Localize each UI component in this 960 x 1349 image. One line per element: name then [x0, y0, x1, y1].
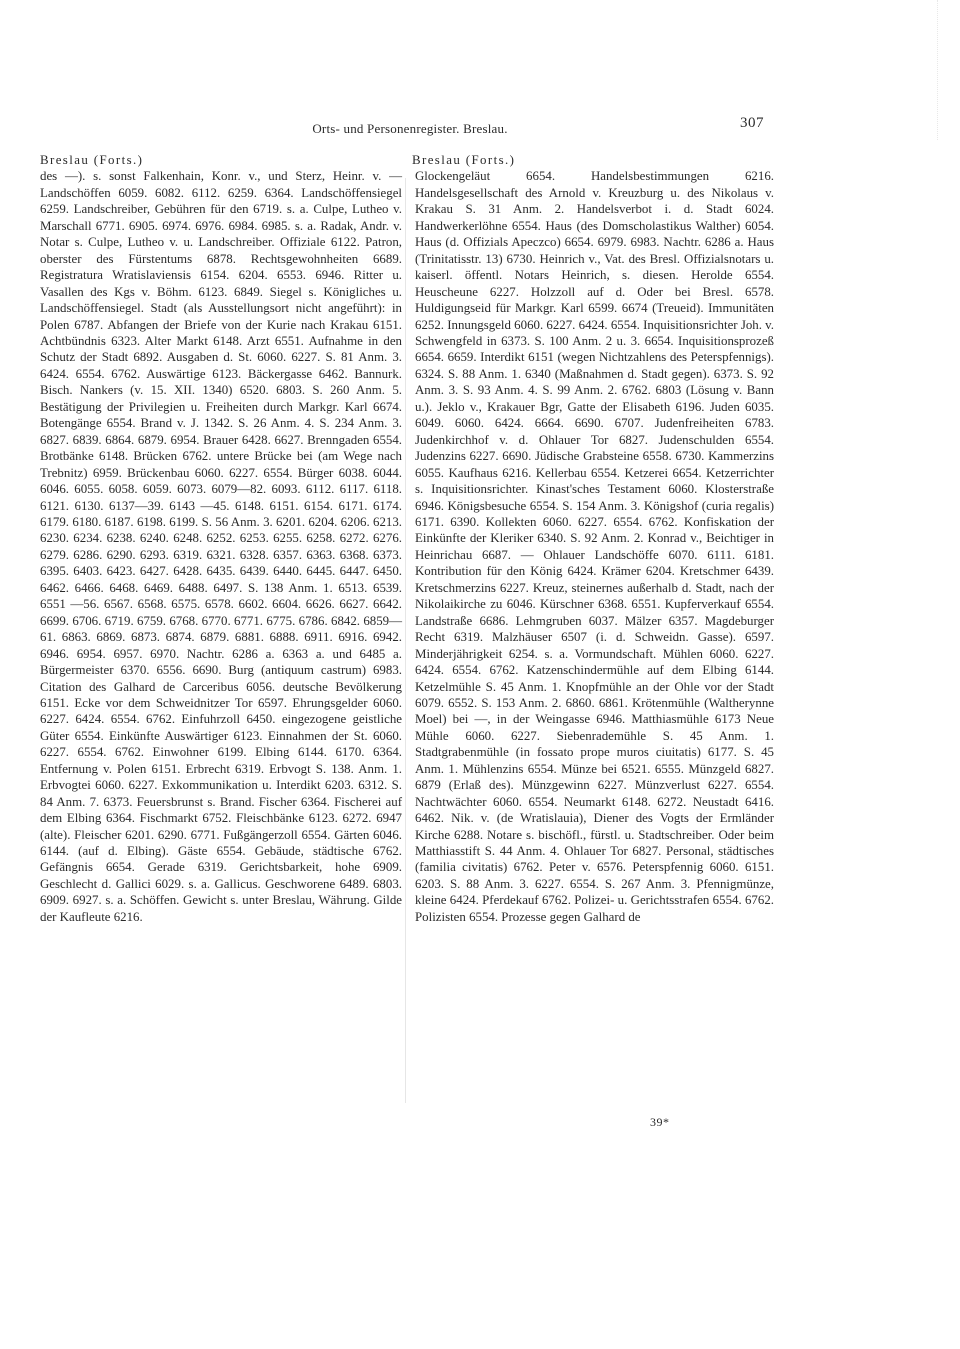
right-column-heading: Breslau (Forts.): [412, 153, 516, 167]
left-column-entries: des —). s. sonst Falkenhain, Konr. v., und Sterz, Heinr. v. — Landschöffen 6059. 6082. 6112. 6259. 6364. Landschöffensiegel 6259. Landschreiber, Gebühren für den 6719. s. a. Culpe, Lutheo v. Marschall 6771. 6905. 6974. 6976. 6984. 6985. s. a. Radak, Andr. v. Notar s. Culpe, Lutheo v. u. Landschreiber. Offiziale 6122. Patron, oberster des Fürstentums 6878. Rechtsgewohnheiten 6689. Registratura Wratislaviensis 6154. 6204. 6553. 6946. Ritter u. Vasallen des Kgs v. Böhm. 6123. 6849. Siegel s. Königliches u. Landschöffensiegel. Stadt (als Ausstellungsort nicht angeführt): in Polen 6787. Abfangen der Briefe von der Kurie nach Krakau 6151. Achtbündnis 6323. Alter Markt 6148. Arzt 6551. Aufnahme in den Schutz der Stadt 6892. Ausgaben d. St. 6060. 6227. S. 81 Anm. 3. 6424. 6554. 6762. Auswärtige 6123. Bäckergasse 6462. Bannurk. Bisch. Nankers (v. 15. XII. 1340) 6520. 6803. S. 260 Anm. 5. Bestätigung der Privilegien u. Freiheiten durch Markgr. Karl 6674. Botengänge 6554. Brand v. J. 1342. S. 26 Anm. 4. S. 234 Anm. 3. 6827. 6839. 6864. 6879. 6954. Brauer 6428. 6627. Brenngaden 6554. Brotbänke 6148. Brücken 6762. untere Brücke bei (am Wege nach Trebnitz) 6959. Brückenbau 6060. 6227. 6554. Bürger 6038. 6044. 6046. 6055. 6058. 6059. 6073. 6079—82. 6093. 6112. 6117. 6118. 6121. 6130. 6137—39. 6143 —45. 6148. 6151. 6154. 6171. 6174. 6179. 6180. 6187. 6198. 6199. S. 56 Anm. 3. 6201. 6204. 6206. 6213. 6230. 6234. 6238. 6240. 6248. 6252. 6253. 6255. 6258. 6272. 6276. 6279. 6286. 6290. 6293. 6319. 6321. 6328. 6357. 6363. 6368. 6373. 6395. 6403. 6423. 6427. 6428. 6435. 6439. 6440. 6445. 6447. 6450. 6462. 6466. 6468. 6469. 6488. 6497. S. 138 Anm. 1. 6513. 6539. 6551 —56. 6567. 6568. 6575. 6578. 6602. 6604. 6626. 6627. 6642. 6699. 6706. 6719. 6759. 6768. 6770. 6771. 6775. 6786. 6842. 6859—61. 6863. 6869. 6873. 6874. 6879. 6881. 6888. 6911. 6916. 6942. 6946. 6954. 6957. 6970. Nachtr. 6286 a. 6363 a. und 6485 a. Bürgermeister 6370. 6556. 6690. Burg (antiquum castrum) 6983. Citation des Galhard de Carceribus 6056. deutsche Bevölkerung 6151. Ecke vor dem Schweidnitzer Tor 6597. Ehrungsgelder 6060. 6227. 6424. 6554. 6762. Einfuhrzoll 6450. eingezogene geistliche Güter 6554. Einkünfte Auswärtiger 6123. Einnahmen der St. 6060. 6227. 6554. 6762. Einwohner 6199. Elbing 6144. 6170. 6364. Entfernung v. Polen 6151. Erbrecht 6319. Erbvogt S. 138. Anm. 1. Erbvogtei 6060. 6227. Exkommunikation u. Interdikt 6203. 6312. S. 84 Anm. 7. 6373. Feuersbrunst s. Brand. Fischer 6364. Fischerei auf dem Elbing 6364. Fischmarkt 6752. Fleischbänke 6123. 6272. 6947 (alte). Fleischer 6201. 6290. 6771. Fußgängerzoll 6554. Gärten 6046. 6144. (auf d. Elbing). Gäste 6554. Gebäude, städtische 6762. Gefängnis 6654. Gerade 6319. Gerichtsbarkeit, hohe 6909. Geschlecht d. Gallici 6029. s. a. Gallicus. Geschworene 6489. 6803. 6909. 6927. s. a. Schöffen. Gewicht s. unter Breslau, Währung. Gilde der Kaufleute 6216.: [40, 169, 402, 924]
left-column-heading: Breslau (Forts.): [40, 153, 144, 167]
signature-mark: 39*: [650, 1115, 670, 1129]
right-column: [412, 152, 774, 925]
running-head: Orts- und Personenregister. Breslau.: [312, 121, 508, 136]
page-number: 307: [740, 115, 764, 131]
left-column: [40, 152, 402, 925]
scan-edge-mark: [937, 0, 958, 140]
column-divider: [405, 178, 406, 1103]
right-column-entries: Glockengeläut 6654. Handelsbestimmungen 6216. Handelsgesellschaft des Arnold v. Kreuzburg u. des Nikolaus v. Krakau S. 31 Anm. 2. Handelsverbot i. d. Stadt 6024. Handwerkerlöhne 6554. Haus (des Domscholastikus Walther) 6054. Haus (d. Offizials Apeczco) 6654. 6979. 6983. Nachtr. 6286 a. Haus (Trinitatisstr. 13) 6730. Heinrich v., Vat. des Bresl. Offizialsnotars u. kaiserl. öffentl. Notars Heinrich, s. diesen. Herolde 6554. Heuscheune 6227. Holzzoll auf d. Oder bei Bresl. 6578. Huldigungseid für Markgr. Karl 6599. 6674 (Treueid). Immunitäten 6252. Innungsgeld 6060. 6227. 6424. 6554. Inquisitionsrichter Joh. v. Schwengfeld in 6373. S. 100 Anm. 2 u. 3. 6654. Inquisitionsprozeß 6654. 6659. Interdikt 6151 (wegen Nichtzahlens des Peterspfennigs). 6324. S. 88 Anm. 1. 6340 (Maßnahmen d. Stadt gegen). 6373. S. 92 Anm. 3. S. 93 Anm. 4. S. 99 Anm. 2. 6762. 6803 (Lösung v. Bann u.). Jeklo v., Krakauer Bgr, Gatte der Elisabeth 6196. Juden 6035. 6049. 6060. 6424. 6664. 6690. 6707. Judenfreiheiten 6783. Judenkirchhof v. d. Ohlauer Tor 6827. Judenschulden 6554. Judenzins 6227. 6690. Jüdische Grabsteine 6558. 6730. Kammerzins 6055. Kaufhaus 6216. Kellerbau 6554. Ketzerei 6654. Ketzerrichter s. Inquisitionsrichter. Kinast'sches Testament 6060. Klosterstraße 6946. Königsbesuche 6554. S. 154 Anm. 3. Königshof (curia regalis) 6171. 6390. Kollekten 6060. 6227. 6554. 6762. Konfiskation der Einkünfte der Kleriker 6340. S. 92 Anm. 2. Konrad v., Beichtiger in Heinrichau 6687. — Ohlauer Landschöffe 6070. 6111. 6181. Kontribution für den König 6424. Krämer 6204. Kretschmer 6439. Kretschmerzins 6227. Kreuz, steinernes außerhalb d. Stadt, nach der Nikolaikirche zu 6046. Kürschner 6368. 6551. Kupferverkauf 6554. Landstraße 6686. Lehmgruben 6037. Mälzer 6357. Magdeburger Recht 6319. Malzhäuser 6507 (i. d. Schweidn. Gasse). 6597. Minderjährigkeit 6254. s. a. Vormundschaft. Mühlen 6060. 6227. 6424. 6554. 6762. Katzenschindermühle auf dem Elbing 6144. Ketzelmühle S. 45 Anm. 1. Knopfmühle an der Ohle vor der Stadt 6079. 6552. S. 153 Anm. 2. 6860. 6861. Krötenmühle (Waltherynne Moel) bei —, in der Weingasse 6946. Matthiasmühle 6173 Neue Mühle 6060. 6227. Siebenrademühle S. 45 Anm. 1. Stadtgrabenmühle (in fossato prope muros ciuitatis) 6177. S. 45 Anm. 1. Mühlenzins 6554. Münze bei 6521. 6555. Münzgeld 6827. 6879 (Erlaß des). Münzgewinn 6227. Münzverlust 6227. 6554. Nachtwächter 6060. 6554. Neumarkt 6148. 6272. Neustadt 6416. 6462. Nik. v. (de Wratislauia), Diener des Vogts der Ermländer Kirche 6288. Notare s. bischöfl., fürstl. u. Stadtschreiber. Oder beim Matthiasstift S. 44 Anm. 4. Ohlauer Tor 6827. Personal, städtisches (familia civitatis) 6762. Peter v. 6576. Peterspfennig 6060. 6151. 6203. S. 88 Anm. 3. 6227. 6554. S. 267 Anm. 3. Pfennigmünze, kleine 6424. Pferdekauf 6762. Polizei- u. Gerichtsstrafen 6554. 6762. Polizisten 6554. Prozesse gegen Galhard de: [415, 169, 775, 924]
